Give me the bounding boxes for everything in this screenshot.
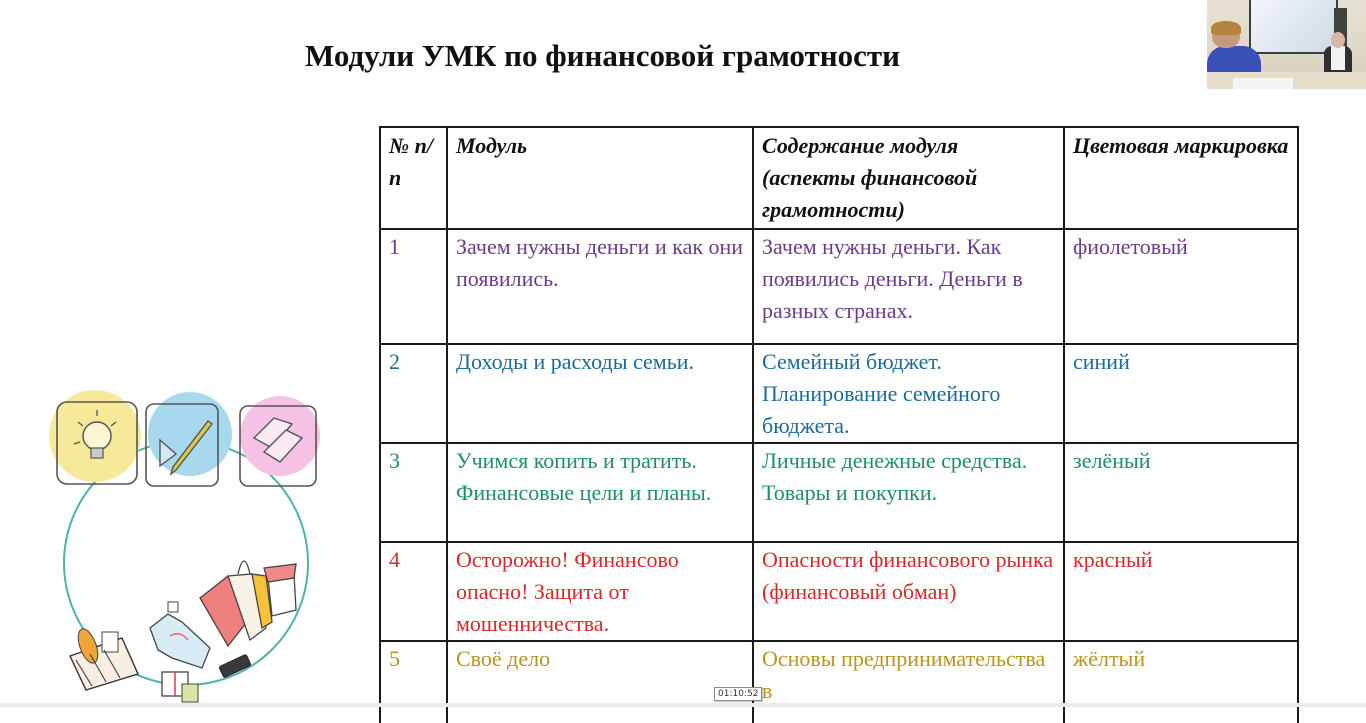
cell-color: зелёный [1064,443,1298,542]
cell-num: 4 [380,542,447,641]
cell-module: Доходы и расходы семьи. [447,344,753,443]
financial-literacy-illustration [40,378,340,707]
shopping-basket-icon [70,626,138,690]
tshirt-icon [150,602,210,668]
table-row [380,443,1298,542]
video-player-bottom-bar[interactable] [0,703,1366,707]
cell-content: Личные денежные средства. Товары и покупки. [753,443,1064,542]
cell-color: фиолетовый [1064,229,1298,344]
wallet-icon [240,396,320,486]
table-row [380,229,1298,344]
cell-content: Семейный бюджет. Планирование семейного бюджета. [753,344,1064,443]
cell-color: синий [1064,344,1298,443]
cell-module: Зачем нужны деньги и как они появились. [447,229,753,344]
table-row [380,542,1298,641]
cell-module: Учимся копить и тратить. Финансовые цели и планы. [447,443,753,542]
video-timestamp-tooltip: 01:10:52 [714,687,762,701]
webcam-student-face [1331,32,1345,48]
webcam-paper [1233,78,1293,89]
pencil-icon [146,392,232,486]
cell-num: 2 [380,344,447,443]
cell-num: 1 [380,229,447,344]
header-module: Модуль [447,127,753,229]
webcam-student-shirt [1331,46,1345,70]
shopping-bags-icon [200,561,296,646]
table-header-row [380,127,1298,229]
lightbulb-icon [49,390,141,484]
cell-module: Осторожно! Финансово опасно! Защита от мошенничества. [447,542,753,641]
cell-num: 3 [380,443,447,542]
header-num: № п/п [380,127,447,229]
modules-table [379,126,1299,723]
slide-title: Модули УМК по финансовой грамотности [305,38,900,73]
header-content: Содержание модуля (аспекты финансовой грамотности) [753,127,1064,229]
cell-module: Своё дело [447,641,753,723]
webcam-video-thumbnail[interactable] [1207,0,1366,89]
header-color: Цветовая маркировка [1064,127,1298,229]
cell-content: Зачем нужны деньги. Как появились деньги. Деньги в разных странах. [753,229,1064,344]
table-row [380,641,1298,723]
cell-content: Основы предпринимательства в [753,641,1064,723]
cell-content: Опасности финансового рынка (финансовый обман) [753,542,1064,641]
gift-box-icon [162,672,198,702]
webcam-whiteboard [1249,0,1338,54]
cell-num: 5 [380,641,447,723]
table-row [380,344,1298,443]
cell-color: красный [1064,542,1298,641]
cell-color: жёлтый [1064,641,1298,723]
webcam-presenter-hair [1211,21,1241,35]
